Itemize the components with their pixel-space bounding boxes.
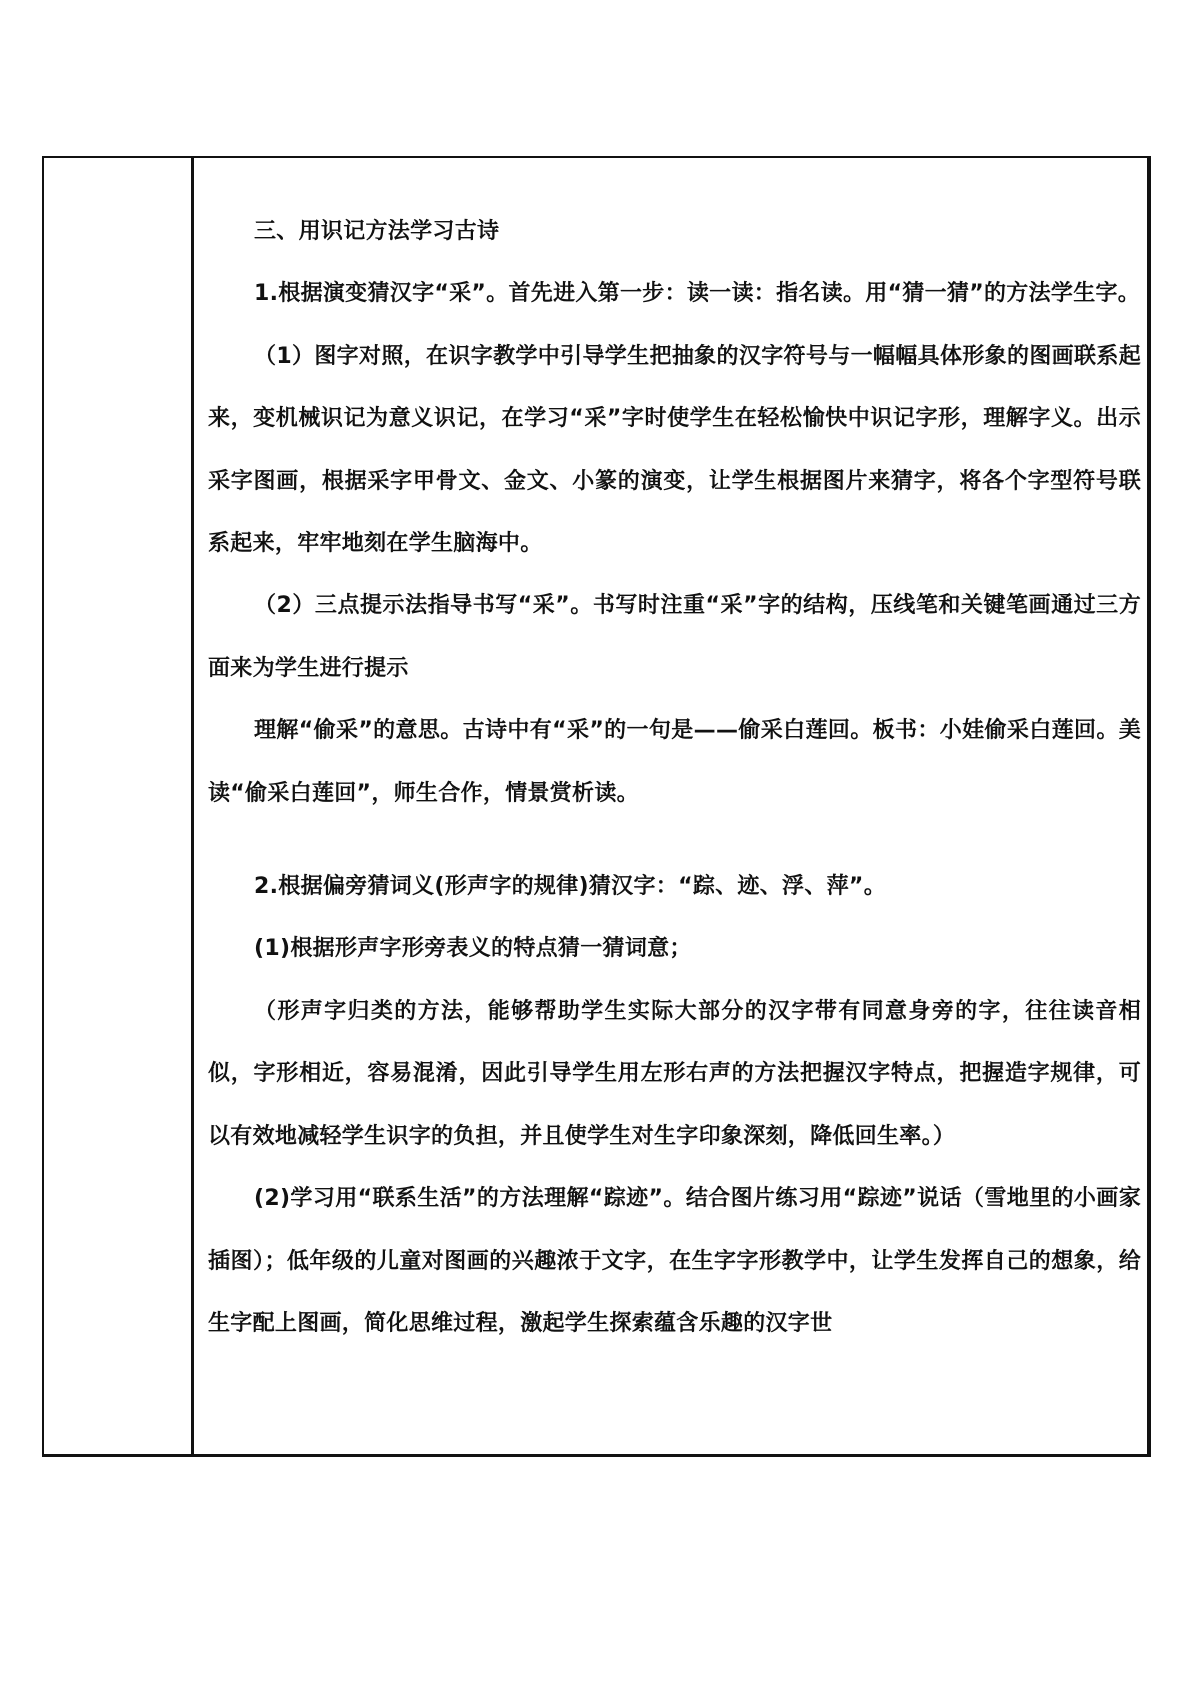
paragraph-writing-guidance: （2）三点提示法指导书写“采”。书写时注重“采”字的结构，压线笔和关键笔画通过三方面来为学生进行提示 [208, 593, 1141, 681]
paragraph-phonetic-method: （形声字归类的方法，能够帮助学生实际大部分的汉字带有同意身旁的字，往往读音相似，字形相近，容易混淆，因此引导学生用左形右声的方法把握汉字特点，把握造字规律，可以有效地减轻学生识字的负担，并且使学生对生字印象深刻，降低回生率。） [208, 998, 1141, 1149]
paragraph-step-2: 2.根据偏旁猜词义(形声字的规律)猜汉字：“踪、迹、浮、萍”。 [254, 874, 886, 900]
paragraph-guess-meaning: (1)根据形声字形旁表义的特点猜一猜词意； [254, 936, 692, 962]
lesson-content [208, 201, 1141, 1355]
table-left-cell [44, 158, 194, 1454]
paragraph-spacer [208, 825, 1141, 856]
section-heading: 三、用识记方法学习古诗 [254, 219, 500, 244]
paragraph-step-1: 1.根据演变猜汉字“采”。首先进入第一步：读一读：指名读。用“猜一猜”的方法学生字。 [254, 281, 1141, 307]
paragraph-poem-meaning: 理解“偷采”的意思。古诗中有“采”的一句是——偷采白莲回。板书：小娃偷采白莲回。美读“偷采白莲回”，师生合作，情景赏析读。 [208, 718, 1141, 806]
paragraph-life-method: (2)学习用“联系生活”的方法理解“踪迹”。结合图片练习用“踪迹”说话（雪地里的小画家插图）；低年级的儿童对图画的兴趣浓于文字，在生字字形教学中，让学生发挥自己的想象，给生字配上图画，简化思维过程，激起学生探索蕴含乐趣的汉字世 [208, 1186, 1141, 1336]
paragraph-picture-character: （1）图字对照，在识字教学中引导学生把抽象的汉字符号与一幅幅具体形象的图画联系起来，变机械识记为意义识记，在学习“采”字时使学生在轻松愉快中识记字形，理解字义。出示采字图画，根据采字甲骨文、金文、小篆的演变，让学生根据图片来猜字，将各个字型符号联系起来，牢牢地刻在学生脑海中。 [208, 343, 1141, 557]
document-table [42, 156, 1151, 1457]
table-right-cell [194, 158, 1149, 1454]
